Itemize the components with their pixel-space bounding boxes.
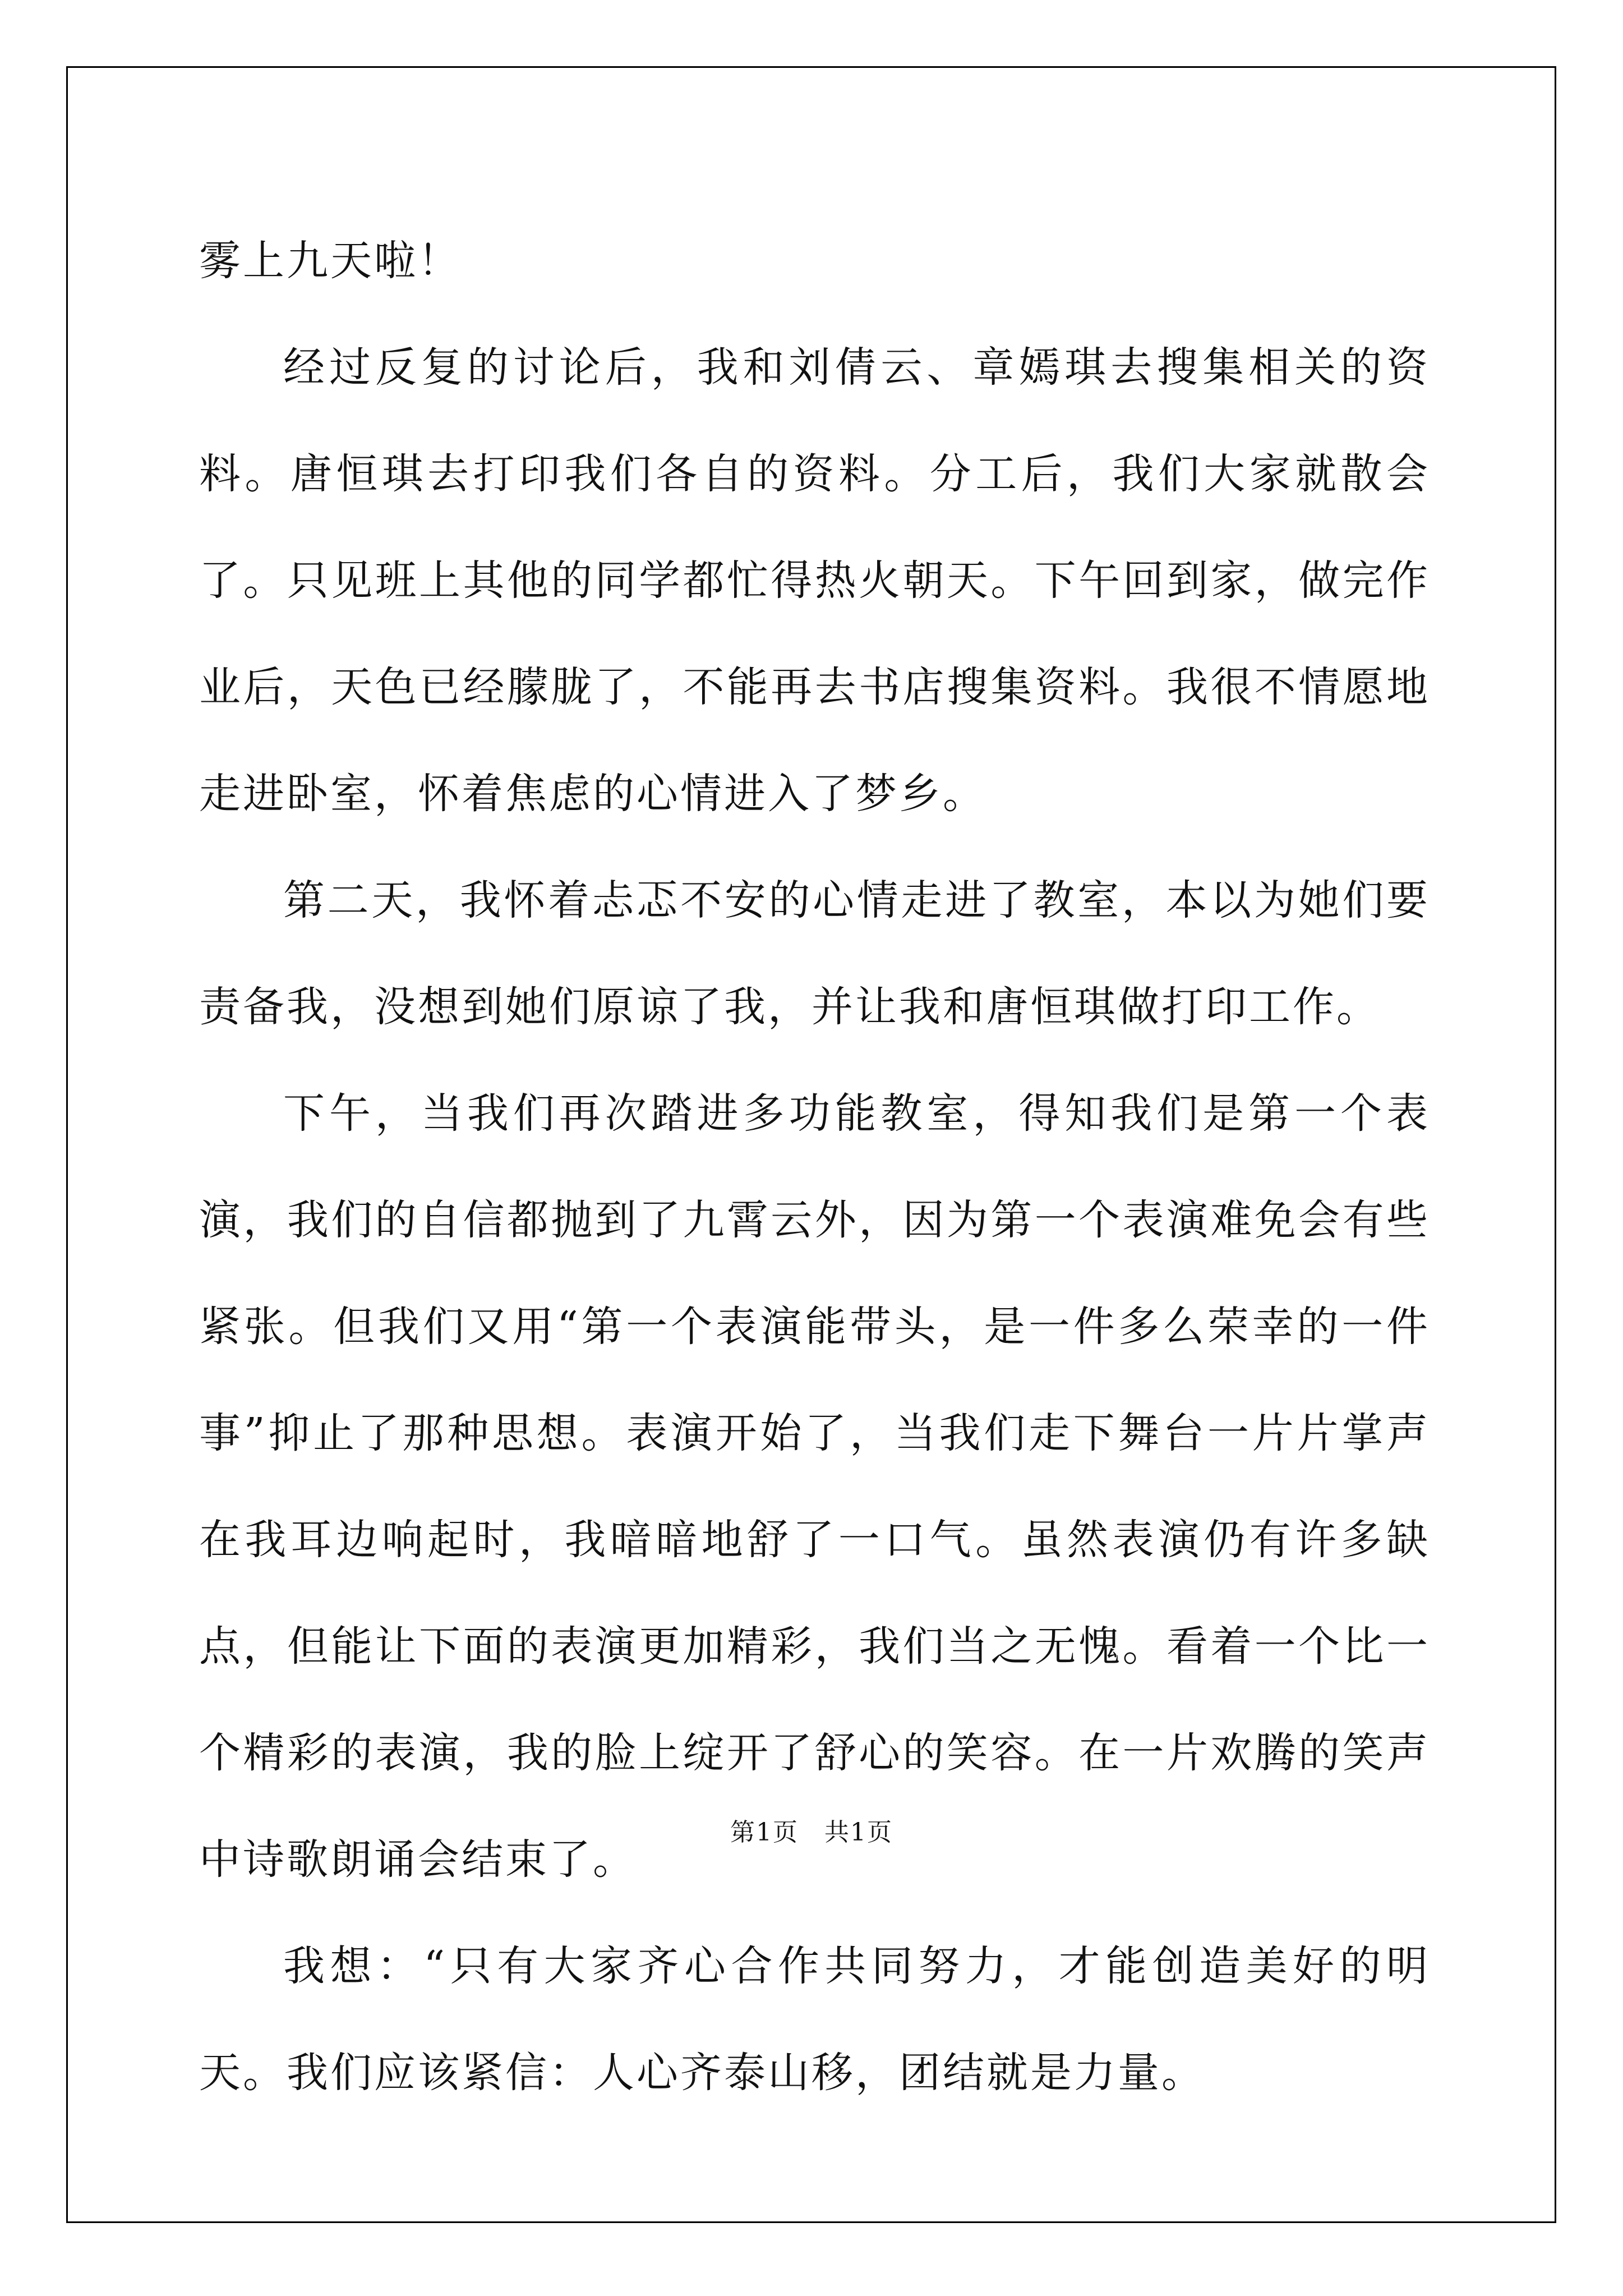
paragraph-1: 雾上九天啦！ (199, 237, 462, 285)
paragraph-4: 下午，当我们再次踏进多功能教室，得知我们是第一个表演，我们的自信都抛到了九霄云外，因为第一个表演难免会有些紧张。但我们又用“第一个表演能带头，是一件多么荣幸的一件事”抑止了那种思想。表演开始了，当我们走下舞台一片片掌声在我耳边响起时，我暗暗地舒了一口气。虽然表演仍有许多缺点，但能让下面的表演更加精彩，我们当之无愧。看着一个比一个精彩的表演，我的脸上绽开了舒心的笑容。在一片欢腾的笑声中诗歌朗诵会结束了。 (199, 1089, 1430, 1884)
paragraph-3: 第二天，我怀着忐忑不安的心情走进了教室，本以为她们要责备我，没想到她们原谅了我，并让我和唐恒琪做打印工作。 (199, 876, 1430, 1031)
paragraph-2: 经过反复的讨论后，我和刘倩云、章嫣琪去搜集相关的资料。唐恒琪去打印我们各自的资料。分工后，我们大家就散会了。只见班上其他的同学都忙得热火朝天。下午回到家，做完作业后，天色已经朦胧了，不能再去书店搜集资料。我很不情愿地走进卧室，怀着焦虑的心情进入了梦乡。 (199, 343, 1430, 818)
paragraph-5: 我想：“只有大家齐心合作共同努力，才能创造美好的明天。我们应该紧信：人心齐泰山移，团结就是力量。 (199, 1942, 1430, 2097)
page-footer: 第1页 共1页 (730, 1818, 893, 1847)
